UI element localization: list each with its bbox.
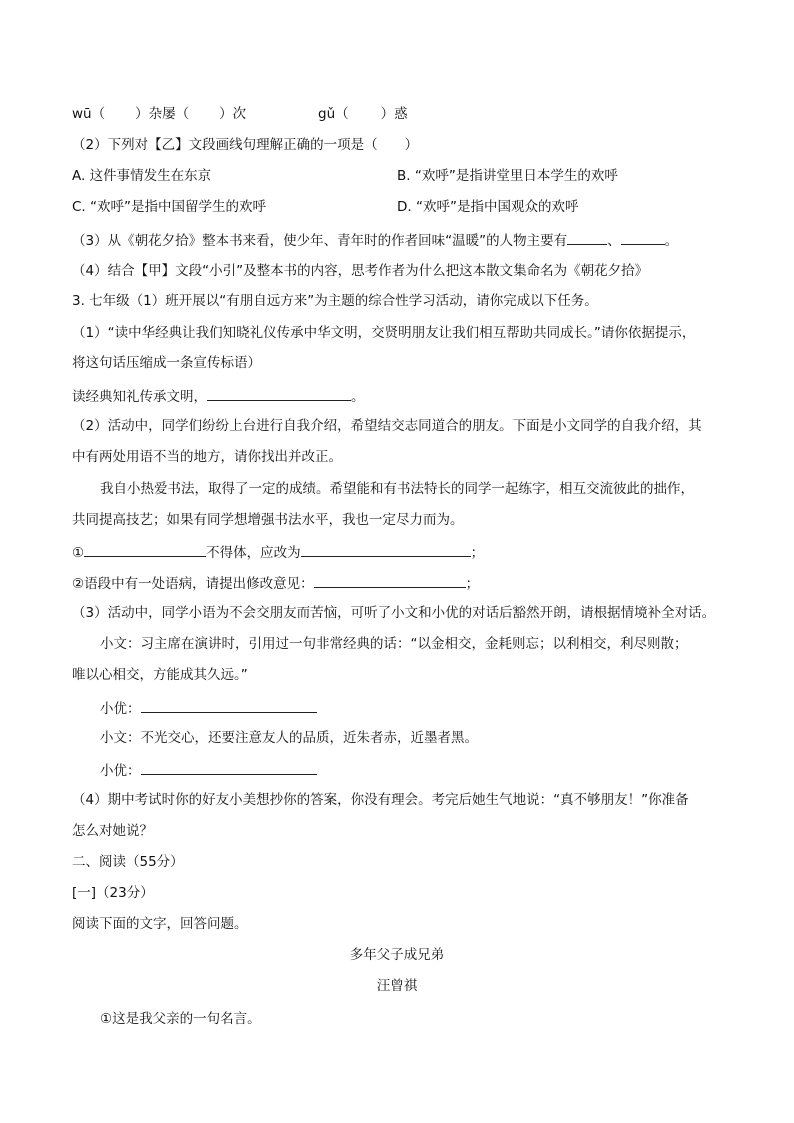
- pinyin-blank-1[interactable]: [105, 104, 135, 118]
- dialogue-xiaowen-2: 小文：不光交心，还要注意友人的品质，近朱者赤，近墨者黑。: [100, 730, 478, 746]
- pinyin-blank-2[interactable]: [189, 104, 219, 118]
- answer-blank[interactable]: [84, 542, 206, 557]
- pinyin-fill-line-2: gǔ（ ）惑: [318, 106, 408, 122]
- answer-blank[interactable]: [141, 698, 317, 713]
- self-intro-paragraph: 共同提高技艺；如果有同学想增强书法水平，我也一定尽力而为。: [72, 512, 464, 528]
- part-heading: [一]（23分）: [72, 885, 154, 901]
- answer-blank[interactable]: [301, 542, 471, 557]
- task-1-answer: 读经典知礼传承文明， 。: [72, 386, 365, 406]
- self-intro-paragraph: 我自小热爱书法，取得了一定的成绩。希望能和有书法特长的同学一起练字，相互交流彼此的拙作，: [100, 481, 694, 497]
- task-1-line: （1）“读中华经典让我们知晓礼仪传承中华文明，交贤明朋友让我们相互帮助共同成长。”请你依据提示，: [72, 325, 696, 341]
- dialogue-xiaoyou-2: 小优：: [100, 760, 317, 780]
- question-2-stem: （2）下列对【乙】文段画线句理解正确的一项是（ ）: [72, 137, 419, 153]
- task-2-answer-2: ②语段中有一处语病，请提出修改意见： ；: [72, 573, 479, 593]
- section-heading: 二、阅读（55分）: [72, 854, 184, 870]
- article-title: 多年父子成兄弟: [349, 947, 445, 963]
- answer-blank[interactable]: [314, 573, 466, 588]
- question-4: （4）结合【甲】文段“小引”及整本书的内容，思考作者为什么把这本散文集命名为《朝花夕拾》: [72, 263, 649, 279]
- article-author: 汪曾祺: [376, 978, 418, 994]
- answer-blank[interactable]: [567, 230, 607, 245]
- task-4-line: （4）期中考试时你的好友小美想抄你的答案，你没有理会。考完后她生气地说：“真不够朋友！”你准备: [72, 792, 689, 808]
- task-4-line: 怎么对她说？: [72, 823, 153, 839]
- task-3-line: （3）活动中，同学小语为不会交朋友而苦恼，可听了小文和小优的对话后豁然开朗，请根据情境补全对话。: [72, 605, 716, 621]
- slogan-blank[interactable]: [207, 386, 351, 401]
- task-2-line: 中有两处用语不当的地方，请你找出并改正。: [72, 449, 342, 465]
- article-paragraph-1: ①这是我父亲的一句名言。: [100, 1011, 261, 1027]
- option-a[interactable]: A. 这件事情发生在东京: [72, 168, 212, 184]
- task-1-line: 将这句话压缩成一条宣传标语）: [72, 355, 261, 371]
- pinyin-fill-line: wū（ ）杂屡（ ）次: [72, 106, 247, 122]
- task-2-answer-1: ① 不得体，应改为 ；: [72, 542, 484, 562]
- dialogue-xiaowen: 唯以心相交，方能成其久远。”: [72, 667, 248, 683]
- dialogue-xiaowen: 小文：习主席在演讲时，引用过一句非常经典的话：“以金相交，金耗则忘；以利相交，利尽则散；: [100, 636, 688, 652]
- reading-instruction: 阅读下面的文字，回答问题。: [72, 916, 248, 932]
- pinyin-blank-3[interactable]: [349, 104, 381, 118]
- option-d[interactable]: D. “欢呼”是指中国观众的欢呼: [397, 199, 579, 215]
- task-3-heading: 3. 七年级（1）班开展以“有朋自远方来”为主题的综合性学习活动，请你完成以下任务。: [72, 293, 598, 309]
- dialogue-xiaoyou-1: 小优：: [100, 698, 317, 718]
- option-b[interactable]: B. “欢呼”是指讲堂里日本学生的欢呼: [397, 168, 618, 184]
- task-2-line: （2）活动中，同学们纷纷上台进行自我介绍，希望结交志同道合的朋友。下面是小文同学的自我介绍，其: [72, 418, 702, 434]
- question-3: （3）从《朝花夕拾》整本书来看，使少年、青年时的作者回味“温暖”的人物主要有 、 。: [72, 230, 678, 250]
- answer-blank[interactable]: [621, 230, 665, 245]
- option-c[interactable]: C. “欢呼”是指中国留学生的欢呼: [72, 199, 266, 215]
- answer-blank[interactable]: [141, 760, 317, 775]
